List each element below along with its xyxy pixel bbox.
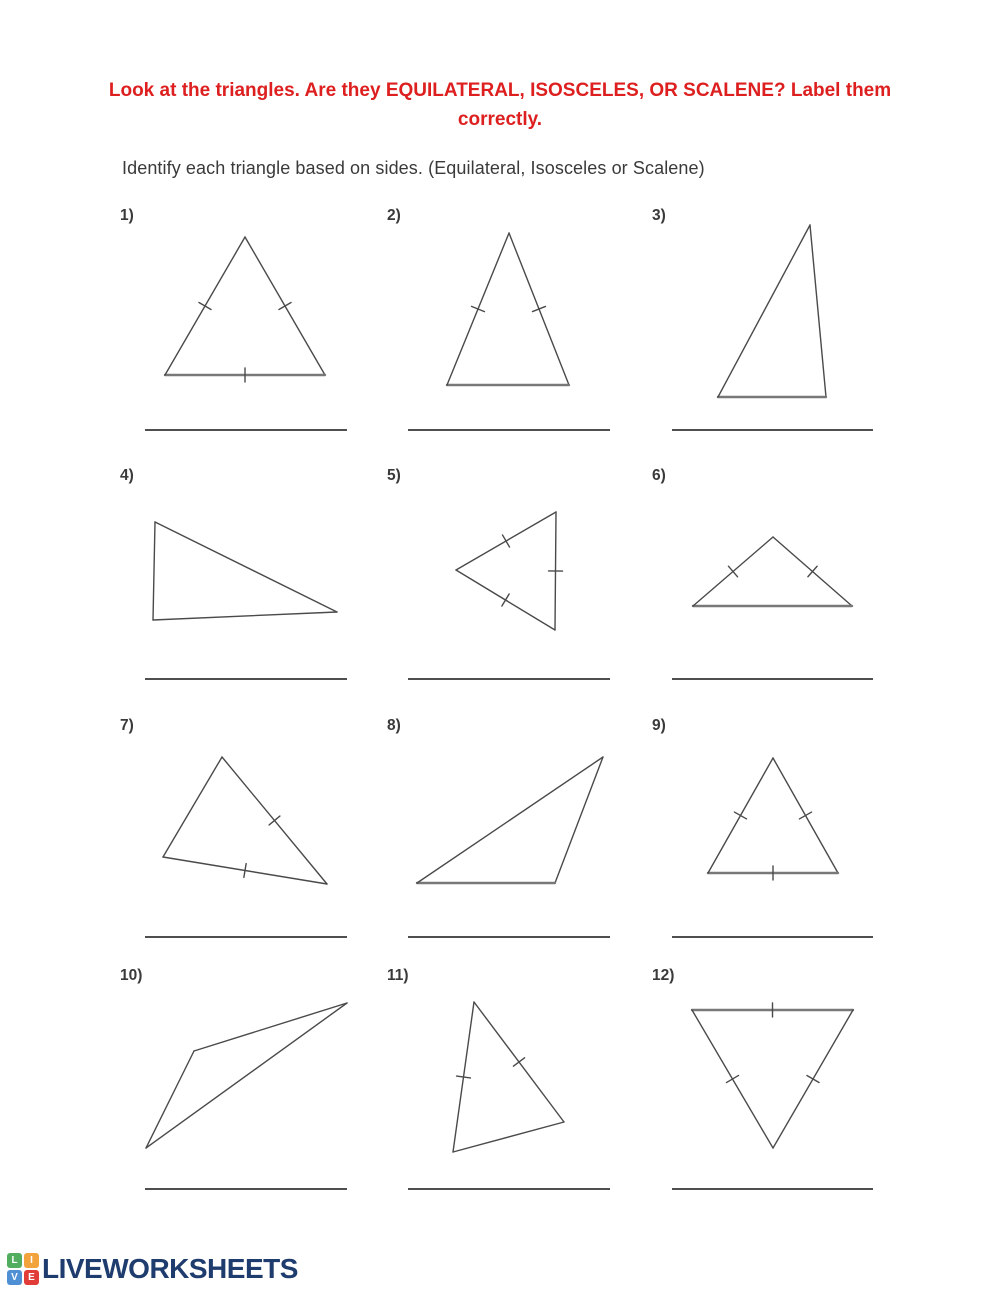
answer-line-7[interactable] — [145, 936, 347, 938]
answer-line-2[interactable] — [408, 429, 610, 431]
triangle-figure-12 — [640, 960, 920, 1210]
answer-line-10[interactable] — [145, 1188, 347, 1190]
liveworksheets-icon — [7, 1253, 39, 1285]
answer-line-6[interactable] — [672, 678, 873, 680]
answer-line-1[interactable] — [145, 429, 347, 431]
worksheet-title-line-2: correctly. — [457, 109, 543, 131]
triangle-figure-2 — [380, 200, 640, 450]
problem-4-number: 4) — [120, 467, 134, 484]
problem-6 — [640, 460, 920, 710]
problem-11-number: 11) — [387, 967, 409, 984]
problem-10 — [100, 960, 380, 1210]
triangle-figure-5 — [380, 460, 640, 710]
problem-8 — [380, 710, 640, 960]
problem-9-number: 9) — [652, 717, 666, 734]
problem-7-number: 7) — [120, 717, 134, 734]
problem-12-number: 12) — [652, 967, 675, 984]
problem-2-number: 2) — [387, 207, 401, 224]
triangle-figure-3 — [640, 200, 920, 450]
answer-line-3[interactable] — [672, 429, 873, 431]
worksheet-title — [0, 76, 1000, 135]
answer-line-4[interactable] — [145, 678, 347, 680]
triangle-figure-9 — [640, 710, 920, 960]
problem-12 — [640, 960, 920, 1210]
answer-line-11[interactable] — [408, 1188, 610, 1190]
triangle-figure-10 — [100, 960, 380, 1210]
problem-10-number: 10) — [120, 967, 143, 984]
triangle-figure-6 — [640, 460, 920, 710]
problem-5 — [380, 460, 640, 710]
problem-1 — [100, 200, 380, 450]
problem-1-number: 1) — [120, 207, 134, 224]
problem-2 — [380, 200, 640, 450]
logo-square-l: L — [7, 1253, 22, 1268]
problem-3-number: 3) — [652, 207, 666, 224]
logo-square-i: I — [24, 1253, 39, 1268]
answer-line-9[interactable] — [672, 936, 873, 938]
triangle-figure-7 — [100, 710, 380, 960]
answer-line-5[interactable] — [408, 678, 610, 680]
worksheet-title-line-1: Look at the triangles. Are they EQUILATERAL, ISOSCELES, OR SCALENE? Label them — [108, 80, 892, 101]
problem-7 — [100, 710, 380, 960]
liveworksheets-wordmark: LIVEWORKSHEETS — [42, 1253, 298, 1284]
triangle-figure-4 — [100, 460, 380, 710]
triangle-figure-8 — [380, 710, 640, 960]
problem-11 — [380, 960, 640, 1210]
triangle-figure-11 — [380, 960, 640, 1210]
problem-8-number: 8) — [387, 717, 401, 734]
worksheet-instruction: Identify each triangle based on sides. (Equilateral, Isosceles or Scalene) — [122, 158, 705, 178]
liveworksheets-logo[interactable] — [7, 1253, 298, 1285]
problem-6-number: 6) — [652, 467, 666, 484]
logo-square-e: E — [24, 1270, 39, 1285]
triangle-figure-1 — [100, 200, 380, 450]
answer-line-8[interactable] — [408, 936, 610, 938]
answer-line-12[interactable] — [672, 1188, 873, 1190]
problem-3 — [640, 200, 920, 450]
problem-4 — [100, 460, 380, 710]
problem-9 — [640, 710, 920, 960]
logo-square-v: V — [7, 1270, 22, 1285]
problem-5-number: 5) — [387, 467, 401, 484]
